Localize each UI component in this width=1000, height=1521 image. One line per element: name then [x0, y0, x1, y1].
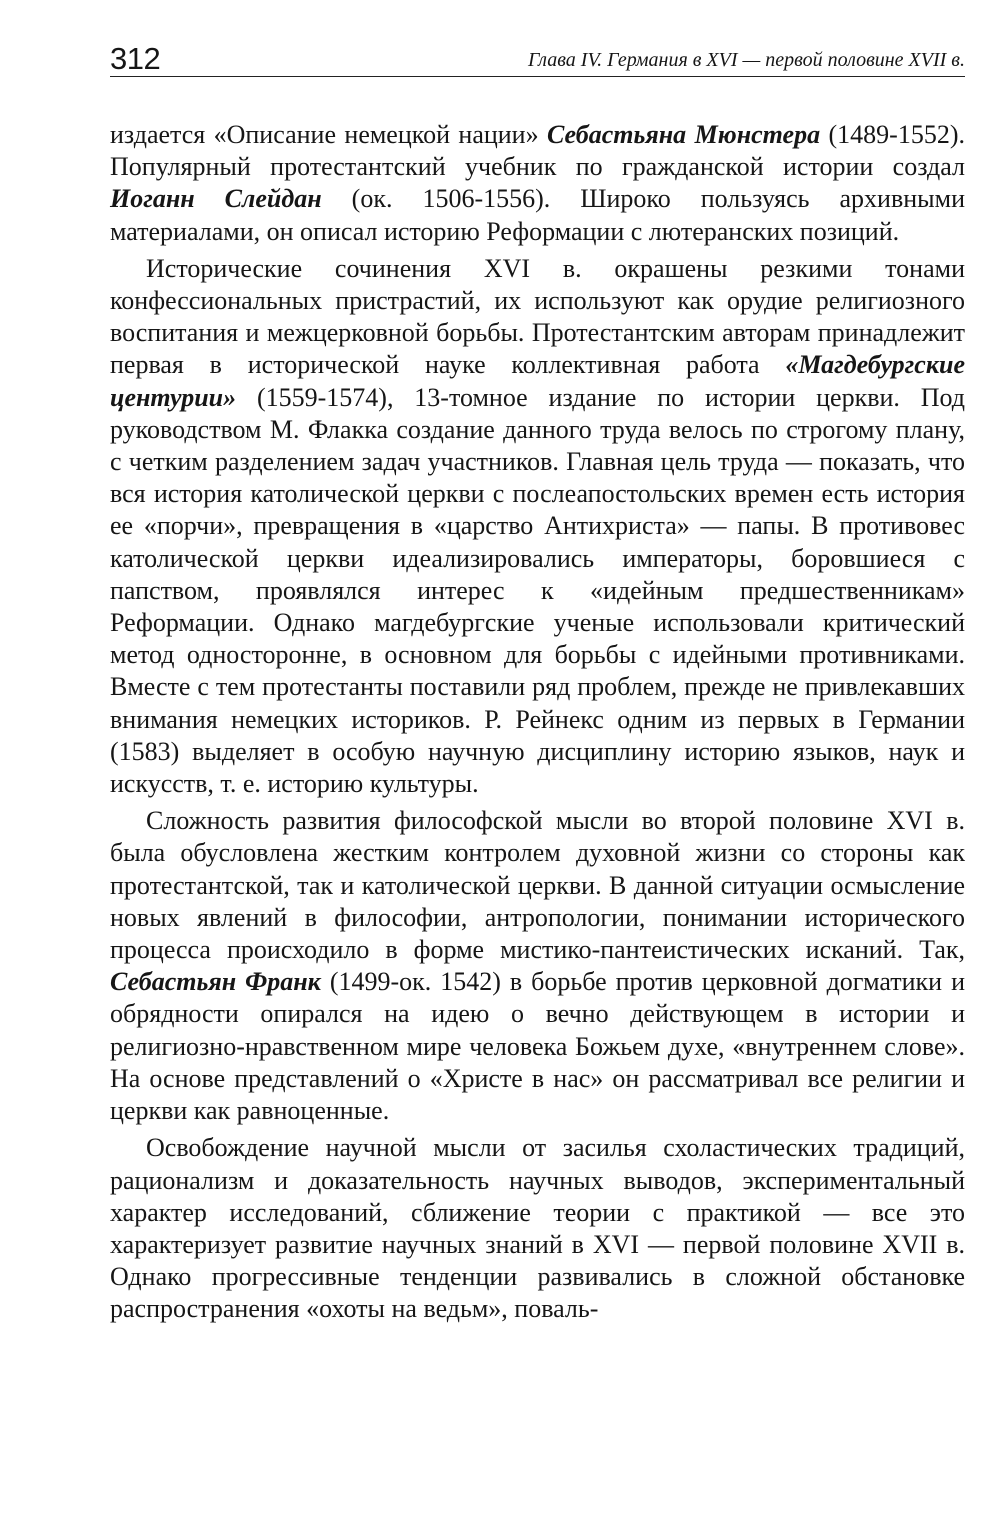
running-header: [110, 30, 965, 77]
text-segment: (1499-ок. 1542) в борьбе против церковной догматики и обрядности опирался на идею о вечно действующем в истории и религиозно-нравственном мире человека Божьем духе, «внутреннем слове». На основе представлений о «Христе в нас» он рассматривал все религии и церкви как равноценные.: [110, 967, 965, 1126]
text-segment: Освобождение научной мысли от засилья схоластических традиций, рационализм и доказательность научных выводов, экспериментальный характер исследований, сближение теории с практикой — все это характеризует развитие научных знаний в XVI — первой половине XVII в. Однако прогрессивные тенденции развивались в сложной обстановке распространения «охоты на ведьм», поваль-: [110, 1133, 965, 1324]
chapter-title: Глава IV. Германия в XVI — первой половине XVII в.: [527, 49, 965, 71]
text-segment: Исторические сочинения XVI в. окрашены резкими тонами конфессиональных пристрастий, их используют как орудие религиозного воспитания и межцерковной борьбы. Протестантским авторам принадлежит первая в исторической науке коллективная работа: [110, 253, 965, 380]
text-segment: (ок. 1506-1556). Широко пользуясь архивными материалами, он описал историю Реформации с лютеранских позиций.: [110, 184, 965, 246]
paragraph-1: [110, 119, 965, 248]
author-name: Себастьяна Мюнстера: [547, 120, 821, 149]
paragraph-3: [110, 805, 965, 1127]
work-title: «Магдебургские центурии»: [110, 350, 965, 412]
text-segment: издается «Описание немецкой нации»: [110, 120, 548, 149]
text-segment: Сложность развития философской мысли во второй половине XVI в. была обусловлена жестким контролем духовной жизни со стороны как протестантской, так и католической церкви. В данной ситуации осмысление новых явлений в философии, антропологии, понимании исторического процесса происходило в форме мистико-пантеистических исканий. Так,: [110, 806, 965, 965]
page-number: 312: [110, 41, 161, 76]
author-name: Иоганн Слейдан: [110, 184, 322, 214]
paragraph-4: [110, 1132, 965, 1325]
body-text: [110, 119, 965, 1326]
text-segment: (1489-1552). Популярный протестантский учебник по гражданской истории создал: [110, 120, 965, 182]
author-name: Себастьян Франк: [110, 967, 321, 997]
book-page: [110, 30, 965, 1331]
paragraph-2: [110, 253, 965, 800]
text-segment: (1559-1574), 13-томное издание по истории церкви. Под руководством М. Флакка создание данного труда велось по строгому плану, с четким разделением задач участников. Главная цель труда — показать, что вся история католической церкви с послеапостольских времен есть история ее «порчи», превращения в «царство Антихриста» — папы. В противовес католической церкви идеализировались императоры, боровшиеся с папством, проявлялся интерес к «идейным предшественникам» Реформации. Однако магдебургские ученые использовали критический метод односторонне, в основном для борьбы с идейными противниками. Вместе с тем протестанты поставили ряд проблем, прежде не привлекавших внимания немецких историков. Р. Рейнекс одним из первых в Германии (1583) выделяет в особую научную дисциплину историю языков, наук и искусств, т. е. историю культуры.: [110, 382, 965, 799]
